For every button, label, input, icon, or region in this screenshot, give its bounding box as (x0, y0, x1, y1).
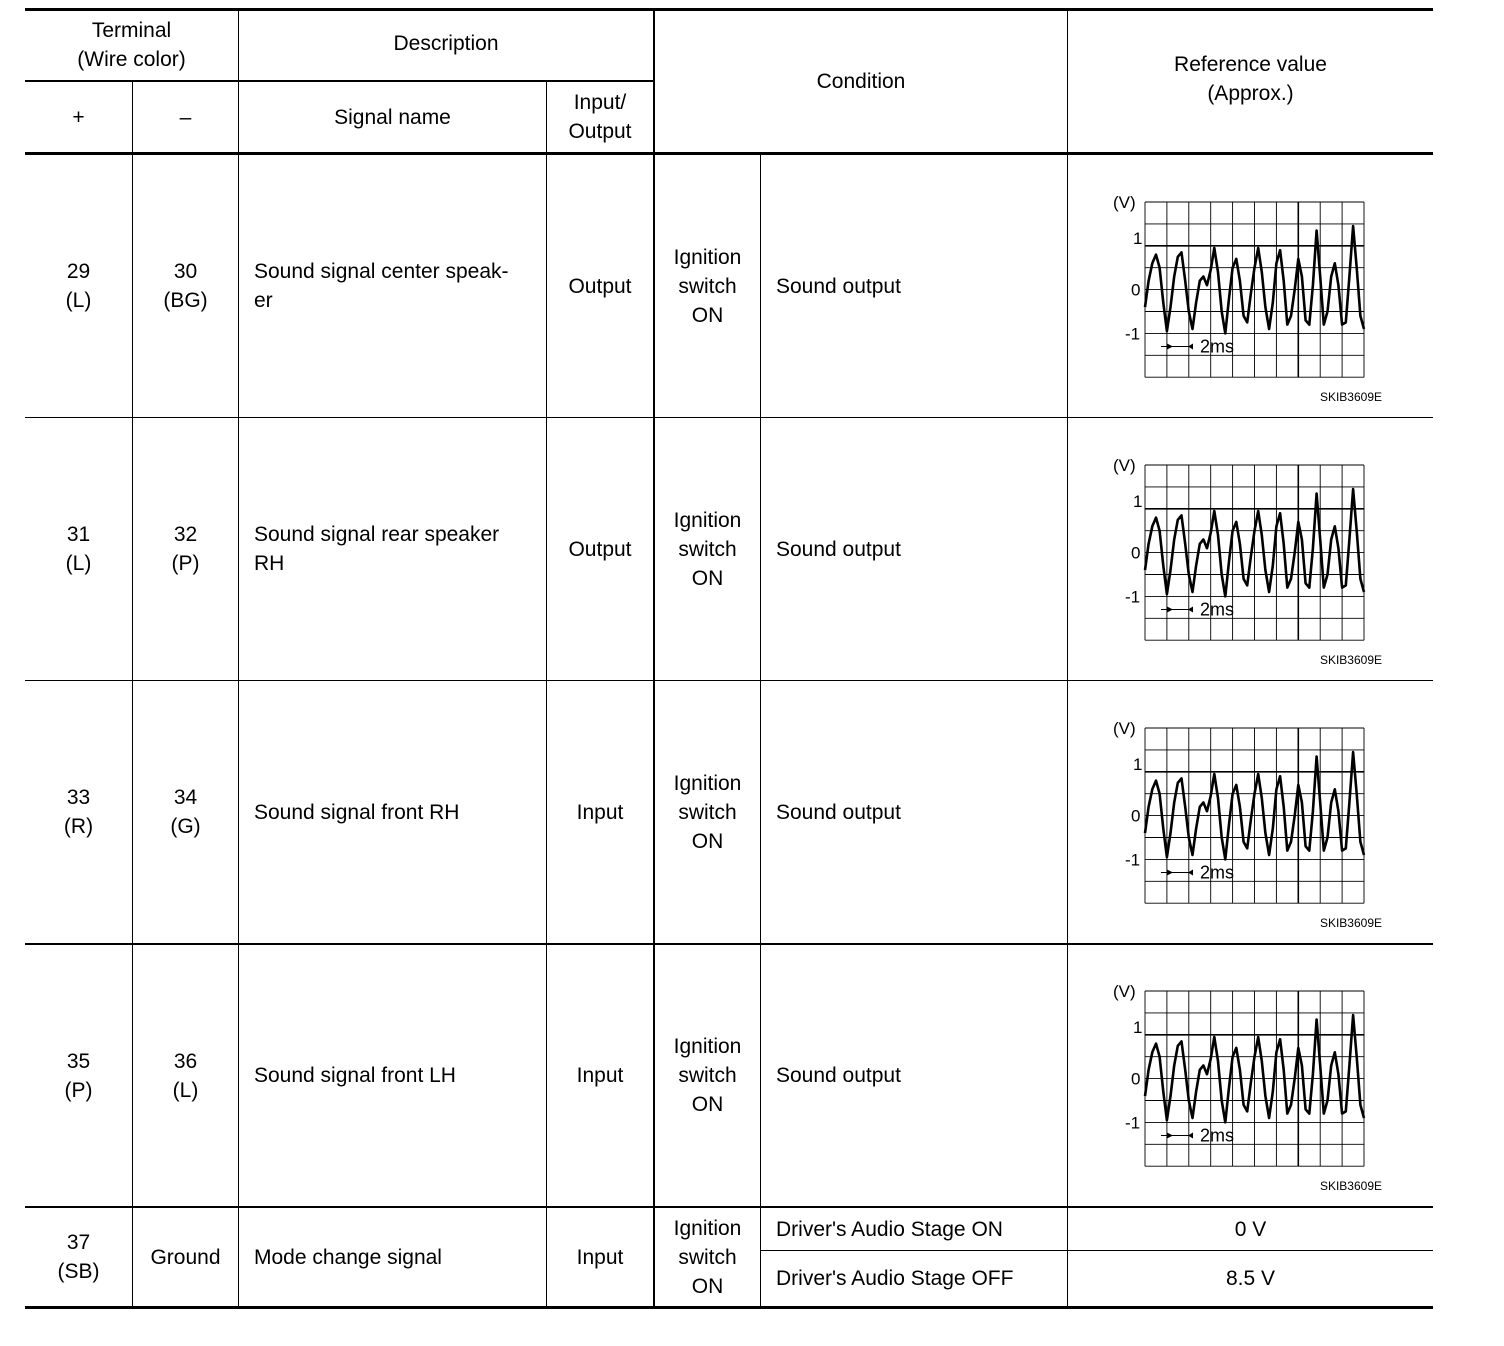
table-bottom-border (25, 1306, 1433, 1309)
waveform-period-label: 2ms (1200, 336, 1235, 357)
figure-code: SKIB3609E (1319, 1179, 1382, 1194)
waveform-tick-label: 0 (1131, 280, 1141, 300)
condition-detail: Driver's Audio Stage OFF (776, 1267, 1014, 1290)
condition-detail: Sound output (776, 537, 901, 561)
condition-ignition: Ignition switch ON (673, 1035, 742, 1116)
condition-ignition: Ignition switch ON (673, 245, 742, 327)
terminal-plus: 37 (SB) (57, 1231, 100, 1283)
terminal-minus: Ground (150, 1245, 221, 1269)
waveform-grid (1145, 465, 1364, 640)
terminal-minus: 32 (P) (171, 523, 200, 575)
waveform-tick-label: -1 (1125, 850, 1141, 870)
condition-ignition: Ignition switch ON (673, 771, 742, 853)
waveform-graph (1103, 979, 1403, 1204)
reference-value: 8.5 V (1225, 1267, 1276, 1290)
terminal-minus: 30 (BG) (163, 260, 208, 312)
condition-ignition: Ignition switch ON (673, 1216, 742, 1298)
waveform-unit-label: (V) (1113, 456, 1136, 475)
input-output: Input (576, 800, 624, 824)
waveform-unit-label: (V) (1113, 982, 1136, 1001)
header-plus: + (72, 105, 85, 129)
terminal-plus: 31 (L) (65, 523, 92, 575)
waveform-tick-label: -1 (1125, 324, 1141, 344)
waveform-period-marker (1161, 1133, 1193, 1139)
header-minus: – (179, 105, 192, 129)
condition-detail: Sound output (776, 1064, 901, 1087)
header-condition: Condition (816, 69, 906, 93)
terminal-minus: 34 (G) (170, 786, 201, 838)
waveform-grid (1145, 202, 1364, 377)
input-output: Input (576, 1064, 624, 1087)
input-output: Input (576, 1245, 624, 1269)
condition-ignition: Ignition switch ON (673, 508, 742, 590)
signal-name: Sound signal front RH (254, 800, 460, 824)
terminal-minus: 36 (L) (172, 1049, 199, 1102)
waveform-period-marker (1161, 344, 1193, 350)
waveform-graph (1103, 716, 1403, 941)
terminal-plus: 33 (R) (63, 786, 94, 838)
condition-detail: Sound output (776, 800, 901, 824)
signal-name: Sound signal rear speaker RH (254, 523, 500, 575)
waveform-tick-label: 0 (1131, 1069, 1141, 1089)
input-output: Output (568, 274, 632, 298)
terminal-reference-table (25, 8, 1433, 1310)
input-output: Output (568, 537, 632, 561)
terminal-plus: 35 (P) (64, 1049, 93, 1102)
column-divider (1067, 8, 1068, 1307)
header-description: Description (393, 31, 499, 55)
waveform-tick-label: 1 (1133, 754, 1143, 774)
header-input-output: Input/ Output (568, 91, 632, 143)
waveform-grid (1145, 991, 1364, 1166)
waveform-tick-label: 0 (1131, 806, 1141, 826)
header-terminal: Terminal (Wire color) (77, 19, 186, 71)
header-reference-value: Reference value (Approx.) (1174, 53, 1327, 105)
waveform-period-label: 2ms (1200, 1125, 1235, 1146)
waveform-tick-label: 1 (1133, 228, 1143, 248)
reference-value: 0 V (1234, 1217, 1267, 1241)
condition-detail: Driver's Audio Stage ON (776, 1217, 1003, 1241)
waveform-grid (1145, 728, 1364, 903)
waveform-tick-label: 1 (1133, 491, 1143, 511)
waveform-tick-label: -1 (1125, 1113, 1141, 1133)
header-signal-name: Signal name (334, 105, 451, 129)
terminal-plus: 29 (L) (65, 260, 92, 312)
waveform-unit-label: (V) (1113, 193, 1136, 212)
waveform-tick-label: 0 (1131, 543, 1141, 563)
waveform-period-marker (1161, 607, 1193, 613)
waveform-tick-label: 1 (1133, 1017, 1143, 1037)
waveform-graph (1103, 453, 1403, 678)
waveform-period-label: 2ms (1200, 862, 1235, 883)
waveform-unit-label: (V) (1113, 719, 1136, 738)
condition-detail: Sound output (776, 274, 901, 298)
waveform-graph (1103, 190, 1403, 415)
figure-code: SKIB3609E (1319, 390, 1382, 405)
waveform-period-marker (1161, 870, 1193, 876)
signal-name: Sound signal front LH (254, 1064, 456, 1087)
waveform-tick-label: -1 (1125, 587, 1141, 607)
signal-name: Mode change signal (254, 1245, 442, 1269)
signal-name: Sound signal center speak- er (254, 260, 509, 312)
waveform-period-label: 2ms (1200, 599, 1235, 620)
figure-code: SKIB3609E (1319, 653, 1382, 668)
figure-code: SKIB3609E (1319, 916, 1382, 931)
